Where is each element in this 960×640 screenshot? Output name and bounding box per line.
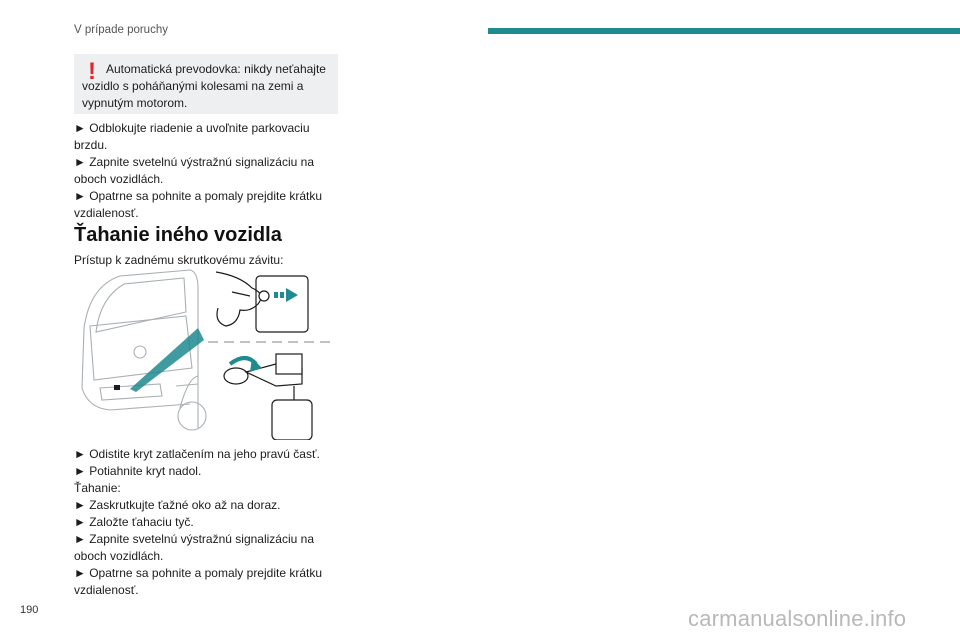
callout-pointer xyxy=(130,328,204,392)
step-move-slowly-2: ► Opatrne sa pohnite a pomaly prejdite krátku vzdialenosť. xyxy=(74,566,323,597)
towing-eye-drawing xyxy=(224,354,312,440)
hand-pressing-cover xyxy=(216,272,308,332)
step-attach-bar: ► Založte ťahaciu tyč. xyxy=(74,515,194,529)
warning-text: Automatická prevodovka: nikdy neťahajte vozidlo s poháňanými kolesami na zemi a vypnutým motorom. xyxy=(82,62,326,110)
step-screw-eye: ► Zaskrutkujte ťažné oko až na doraz. xyxy=(74,498,281,512)
rotate-arrowhead-icon xyxy=(250,358,262,372)
watermark[interactable]: carmanualsonline.info xyxy=(688,606,907,631)
towing-label: Ťahanie: xyxy=(74,481,121,495)
towing-eye-illustration xyxy=(80,268,334,440)
exclamation-icon: ! xyxy=(88,58,96,85)
warning-box xyxy=(74,54,338,114)
top-accent-bar xyxy=(488,28,960,34)
step-pull-cover: ► Potiahnite kryt nadol. xyxy=(74,464,202,478)
section-header: V prípade poruchy xyxy=(74,24,168,36)
page-number: 190 xyxy=(20,604,39,616)
step-hazard-lights-2: ► Zapnite svetelnú výstražnú signalizáciu na oboch vozidlách. xyxy=(74,532,314,563)
section-heading: Ťahanie iného vozidla xyxy=(74,224,282,246)
cover-location-marker xyxy=(114,385,120,390)
step-release-cover: ► Odistite kryt zatlačením na jeho pravú časť. xyxy=(74,447,320,461)
intro-text: Prístup k zadnému skrutkovému závitu: xyxy=(74,253,284,267)
step-move-slowly: ► Opatrne sa pohnite a pomaly prejdite krátku vzdialenosť. xyxy=(74,189,323,220)
step-hazard-lights: ► Zapnite svetelnú výstražnú signalizáciu na oboch vozidlách. xyxy=(74,155,314,186)
step-unlock-steering: ► Odblokujte riadenie a uvoľnite parkovaciu brzdu. xyxy=(74,121,310,152)
